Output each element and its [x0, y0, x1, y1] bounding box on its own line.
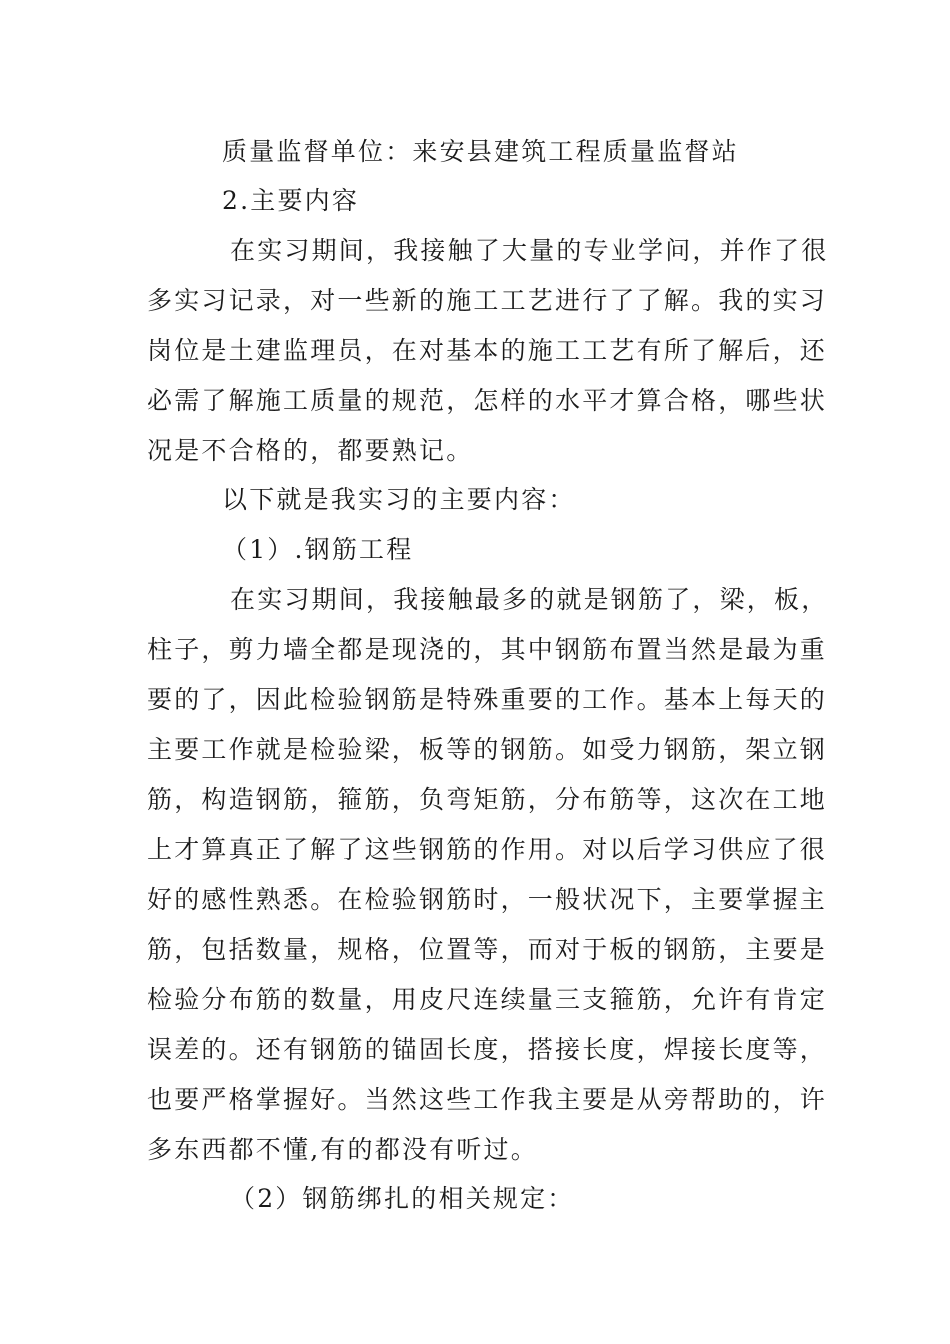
paragraph-line: 好的感性熟悉。在检验钢筋时，一般状况下，主要掌握主 [147, 885, 828, 914]
paragraph-line: 误差的。还有钢筋的锚固长度，搭接长度，焊接长度等， [147, 1035, 828, 1064]
paragraph-line: 柱子，剪力墙全都是现浇的，其中钢筋布置当然是最为重 [147, 635, 828, 664]
paragraph-line: 在实习期间，我接触最多的就是钢筋了，梁，板， [230, 585, 829, 614]
paragraph-line: 多东西都不懂,有的都没有听过。 [147, 1135, 538, 1164]
paragraph-line: 必需了解施工质量的规范，怎样的水平才算合格，哪些状 [147, 386, 828, 415]
paragraph-line: 在实习期间，我接触了大量的专业学问，并作了很 [230, 236, 829, 265]
supervision-unit-line: 质量监督单位：来安县建筑工程质量监督站 [222, 137, 739, 166]
item-heading-rebar-binding: （2）钢筋绑扎的相关规定： [230, 1184, 575, 1213]
paragraph-line: 也要严格掌握好。当然这些工作我主要是从旁帮助的，许 [147, 1085, 828, 1114]
item-heading-rebar: （1）.钢筋工程 [222, 535, 414, 564]
paragraph-line: 上才算真正了解了这些钢筋的作用。对以后学习供应了很 [147, 835, 828, 864]
paragraph-line: 况是不合格的，都要熟记。 [147, 436, 474, 465]
paragraph-line: 岗位是土建监理员，在对基本的施工工艺有所了解后，还 [147, 336, 828, 365]
paragraph-line: 多实习记录，对一些新的施工工艺进行了了解。我的实习 [147, 286, 828, 315]
section-heading-main-content: 2.主要内容 [222, 186, 360, 215]
intro-line: 以下就是我实习的主要内容： [222, 485, 576, 514]
paragraph-line: 检验分布筋的数量，用皮尺连续量三支箍筋，允许有肯定 [147, 985, 828, 1014]
paragraph-line: 筋，构造钢筋，箍筋，负弯矩筋，分布筋等，这次在工地 [147, 785, 828, 814]
paragraph-line: 要的了，因此检验钢筋是特殊重要的工作。基本上每天的 [147, 685, 828, 714]
paragraph-line: 主要工作就是检验梁，板等的钢筋。如受力钢筋，架立钢 [147, 735, 828, 764]
paragraph-line: 筋，包括数量，规格，位置等，而对于板的钢筋，主要是 [147, 935, 828, 964]
